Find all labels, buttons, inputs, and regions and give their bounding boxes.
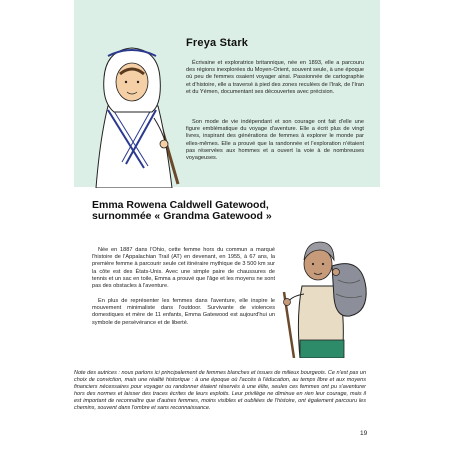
emma-paragraph-2: En plus de représenter les femmes dans l'aventure, elle inspire le mouvement minimaliste dans l'outdoor. Survivante de violences domestiques et mère de 11 enfants, Emma Gatewood est aujourd'hui un symbole de persévérance et de liberté. <box>92 298 275 326</box>
emma-title-line-1: Emma Rowena Caldwell Gatewood, <box>92 199 269 211</box>
authors-note: Note des autrices : nous parlons ici principalement de femmes blanches et issues de milieux bourgeois. Ce n'est pas un choix de conviction, mais une réalité historique : à une époque où l'accès à l'éducation, au temps libre et aux moyens financiers nécessaires pour voyager ou randonner étaient réservés à une élite, seules ces femmes ont pu s'aventurer hors des normes et laisser des traces écrites de leurs exploits. Leur privilège ne diminue en rien leur courage, mais il est important de reconnaître que d'autres femmes, moins visibles et oubliées de l'histoire, ont également parcouru les chemins, souvent dans l'ombre et sans reconnaissance. <box>74 370 366 412</box>
freya-paragraph-1: Écrivaine et exploratrice britannique, née en 1893, elle a parcouru des régions inexplorées du Moyen-Orient, souvent seule, à une époque où peu de femmes osaient voyager ainsi. Passionnée de cartographie et d'histoire, elle a traversé à pied des zones reculées de l'Irak, de l'Iran et du Yémen, documentant ses découvertes avec précision. <box>186 60 364 95</box>
emma-gatewood-title <box>92 200 312 222</box>
emma-gatewood-illustration <box>276 236 370 358</box>
emma-title-line-2: surnommée « Grandma Gatewood » <box>92 210 272 223</box>
emma-paragraph-1: Née en 1887 dans l'Ohio, cette femme hors du commun a marqué l'histoire de l'Appalachian Trail (AT) en devenant, en 1955, à 67 ans, la première femme à parcourir seule cet itinéraire mythique de 3 500 km sur la côte est des États-Unis. Avec une simple paire de chaussures de tennis et un sac en toile, Emma a prouvé que l'âge et les moyens ne sont pas des obstacles à l'aventure. <box>92 247 275 290</box>
freya-paragraph-2: Son mode de vie indépendant et son courage ont fait d'elle une figure emblématique du voyage d'aventure. Elle a écrit plus de vingt livres, inspirant des générations de femmes à explorer le monde par elles-mêmes. Elle a prouvé que la randonnée et l'exploration n'étaient pas réservées aux hommes et a ouvert la voie à de nombreuses voyageuses. <box>186 119 364 162</box>
freya-stark-illustration <box>86 38 184 188</box>
freya-stark-title: Freya Stark <box>186 37 249 49</box>
page-number: 19 <box>360 430 368 437</box>
